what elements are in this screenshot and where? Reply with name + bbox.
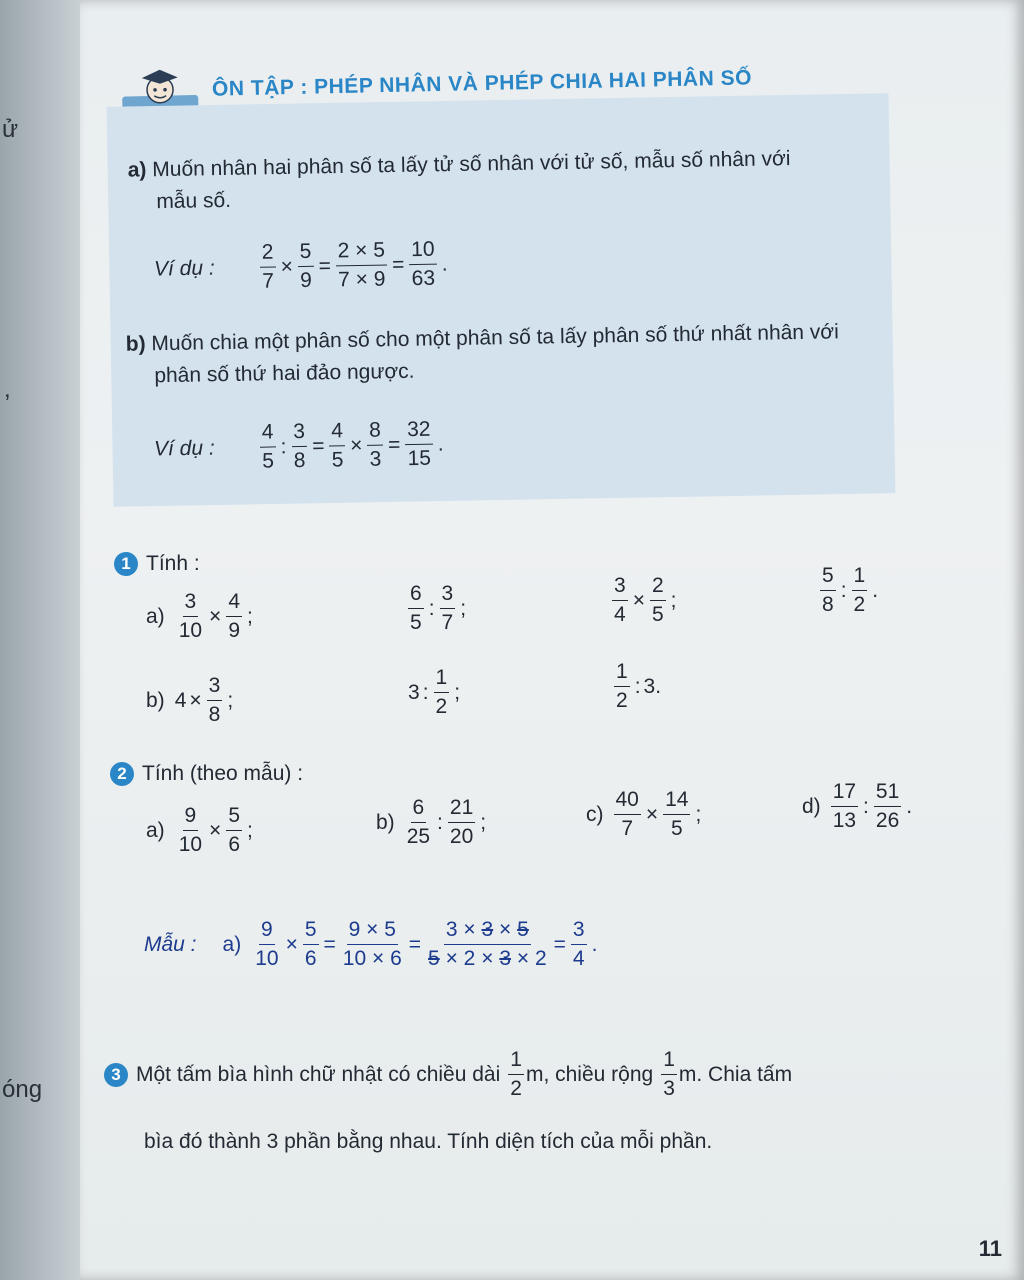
fraction: $\frac{2 \times 5}{7 \times 9}$ (337, 238, 386, 292)
fraction: $\frac{5}{6}$ (304, 918, 317, 970)
item-label: b) (146, 688, 165, 712)
rule-multiplication (127, 141, 888, 218)
fraction: $\frac{3}{7}$ (441, 582, 454, 634)
fraction: $\frac{1}{2}$ (510, 1048, 522, 1100)
exercise-1-a4: $\frac{5}{8}$ : $\frac{1}{2}$ . (822, 564, 879, 616)
exercise-2-heading (110, 758, 303, 790)
item-label: a) (146, 604, 165, 628)
rule-text: phân số thứ hai đảo ngược. (154, 359, 415, 388)
exercise-2-b: b) $\frac{6}{25}$ : $\frac{21}{20}$ ; (376, 796, 487, 848)
margin-fragment: , (4, 376, 11, 403)
item-label: b) (125, 332, 146, 356)
exercise-1-heading (114, 548, 200, 580)
fraction: $\frac{3}{8}$ (293, 419, 306, 473)
page-number: 11 (978, 1236, 1002, 1261)
exercise-1-a1: a) $\frac{3}{10}$ × $\frac{4}{9}$ ; (146, 590, 253, 642)
fraction: $\frac{8}{3}$ (368, 418, 382, 471)
fraction: $\frac{5}{8}$ (822, 564, 834, 616)
exercise-1-b3: $\frac{1}{2}$ : 3. (616, 660, 662, 712)
problem-text: m, chiều rộng (525, 1062, 654, 1086)
fraction: $\frac{4}{9}$ (228, 590, 240, 642)
left-page-edge (0, 0, 80, 1280)
lesson-title: ÔN TẬP : PHÉP NHÂN VÀ PHÉP CHIA HAI PHÂN SỐ (211, 66, 753, 101)
exercise-number-badge: 2 (110, 762, 134, 786)
fraction: $\frac{1}{2}$ (435, 666, 448, 718)
example-division: Ví dụ : $\frac{4}{5}$ : $\frac{3}{8}$ = $\frac{4}{5}$ × $\frac{8}{3}$ = $\frac{32}{15}$ . (153, 417, 444, 473)
fraction: $\frac{6}{5}$ (410, 582, 422, 634)
item-label: a) (222, 932, 242, 956)
margin-fragment: ử (2, 116, 19, 143)
problem-text: m. Chia tấm (678, 1062, 793, 1086)
fraction: $\frac{2}{5}$ (651, 574, 664, 626)
fraction: $\frac{5}{9}$ (299, 239, 313, 293)
fraction: $\frac{17}{13}$ (832, 780, 857, 832)
fraction: $\frac{40}{7}$ (615, 788, 639, 840)
fraction: $\frac{6}{25}$ (406, 796, 431, 848)
sample-label: Mẫu : (144, 932, 197, 956)
item-label: c) (586, 802, 604, 826)
fraction: $\frac{3}{4}$ (614, 574, 626, 626)
rule-division (126, 315, 897, 392)
exercise-2-d: d) $\frac{17}{13}$ : $\frac{51}{26}$ . (802, 780, 913, 832)
fraction: $\frac{9}{10}$ (178, 804, 203, 856)
exercise-3-line1 (104, 1048, 792, 1101)
exercise-1-b2: 3 : $\frac{1}{2}$ ; (408, 666, 461, 718)
fraction: $\frac{14}{5}$ (665, 788, 689, 840)
exercise-2-c: c) $\frac{40}{7}$ × $\frac{14}{5}$ ; (586, 788, 702, 840)
item-label: a) (146, 818, 165, 842)
margin-fragment: óng (2, 1076, 43, 1103)
exercise-title: Tính (theo mẫu) : (142, 762, 304, 785)
rule-text: mẫu số. (156, 188, 232, 214)
fraction: $\frac{1}{2}$ (853, 564, 866, 616)
fraction: $\frac{9 \times 5}{10 \times 6}$ (342, 918, 402, 970)
fraction: $\frac{4}{5}$ (331, 419, 344, 472)
exercise-1-b1: b) 4 × $\frac{3}{8}$ ; (146, 674, 234, 726)
fraction: $\frac{2}{7}$ (261, 240, 275, 293)
example-label: Ví dụ : (153, 435, 215, 461)
fraction: $\frac{1}{2}$ (616, 660, 628, 712)
item-label: d) (802, 794, 821, 818)
exercise-number-badge: 3 (104, 1063, 128, 1087)
rule-text: Muốn nhân hai phân số ta lấy tử số nhân với tử số, mẫu số nhân với (152, 147, 791, 182)
fraction: $\frac{3}{8}$ (208, 674, 221, 726)
fraction: $\frac{5}{6}$ (228, 804, 240, 856)
fraction: $\frac{4}{5}$ (261, 420, 275, 473)
example-label: Ví dụ : (153, 256, 215, 281)
cancellation-fraction: $\frac{3 \times 3 \times 5}{5 \times 2 \times 3 \times 2}$ (428, 918, 547, 970)
fraction: $\frac{3}{4}$ (572, 918, 585, 970)
fraction: $\frac{9}{10}$ (255, 918, 279, 970)
exercise-1-a2: $\frac{6}{5}$ : $\frac{3}{7}$ ; (410, 582, 467, 634)
item-label: a) (127, 158, 147, 182)
exercise-title: Tính : (146, 552, 200, 575)
example-multiplication: Ví dụ : $\frac{2}{7}$ × $\frac{5}{9}$ = $\frac{2 \times 5}{7 \times 9}$ = $\frac{10}{63}$ . (153, 237, 448, 293)
item-label: b) (376, 810, 395, 834)
fraction: $\frac{1}{3}$ (663, 1048, 675, 1100)
exercise-1-a3: $\frac{3}{4}$ × $\frac{2}{5}$ ; (614, 574, 677, 626)
exercise-2-a: a) $\frac{9}{10}$ × $\frac{5}{6}$ ; (146, 804, 253, 856)
rule-text: Muốn chia một phân số cho một phân số ta lấy phân số thứ nhất nhân với (151, 320, 839, 356)
fraction: $\frac{32}{15}$ (406, 417, 432, 471)
textbook-page (80, 0, 1024, 1280)
fraction: $\frac{3}{10}$ (178, 590, 203, 642)
fraction: $\frac{10}{63}$ (410, 237, 436, 291)
problem-text: Một tấm bìa hình chữ nhật có chiều dài (136, 1062, 501, 1086)
sample-solution: Mẫu : a) $\frac{9}{10}$ × $\frac{5}{6}$ = $\frac{9 \times 5}{10 \times 6}$ = $\frac{3 \times 3 \times 5}{5 \times 2 \times 3 \times 2}$ = $\frac{3}{4}$ . (144, 918, 598, 970)
exercise-number-badge: 1 (114, 552, 138, 576)
exercise-3-line2: bìa đó thành 3 phần bằng nhau. Tính diện tích của mỗi phần. (144, 1130, 713, 1153)
fraction: $\frac{51}{26}$ (875, 780, 900, 832)
fraction: $\frac{21}{20}$ (449, 796, 474, 848)
